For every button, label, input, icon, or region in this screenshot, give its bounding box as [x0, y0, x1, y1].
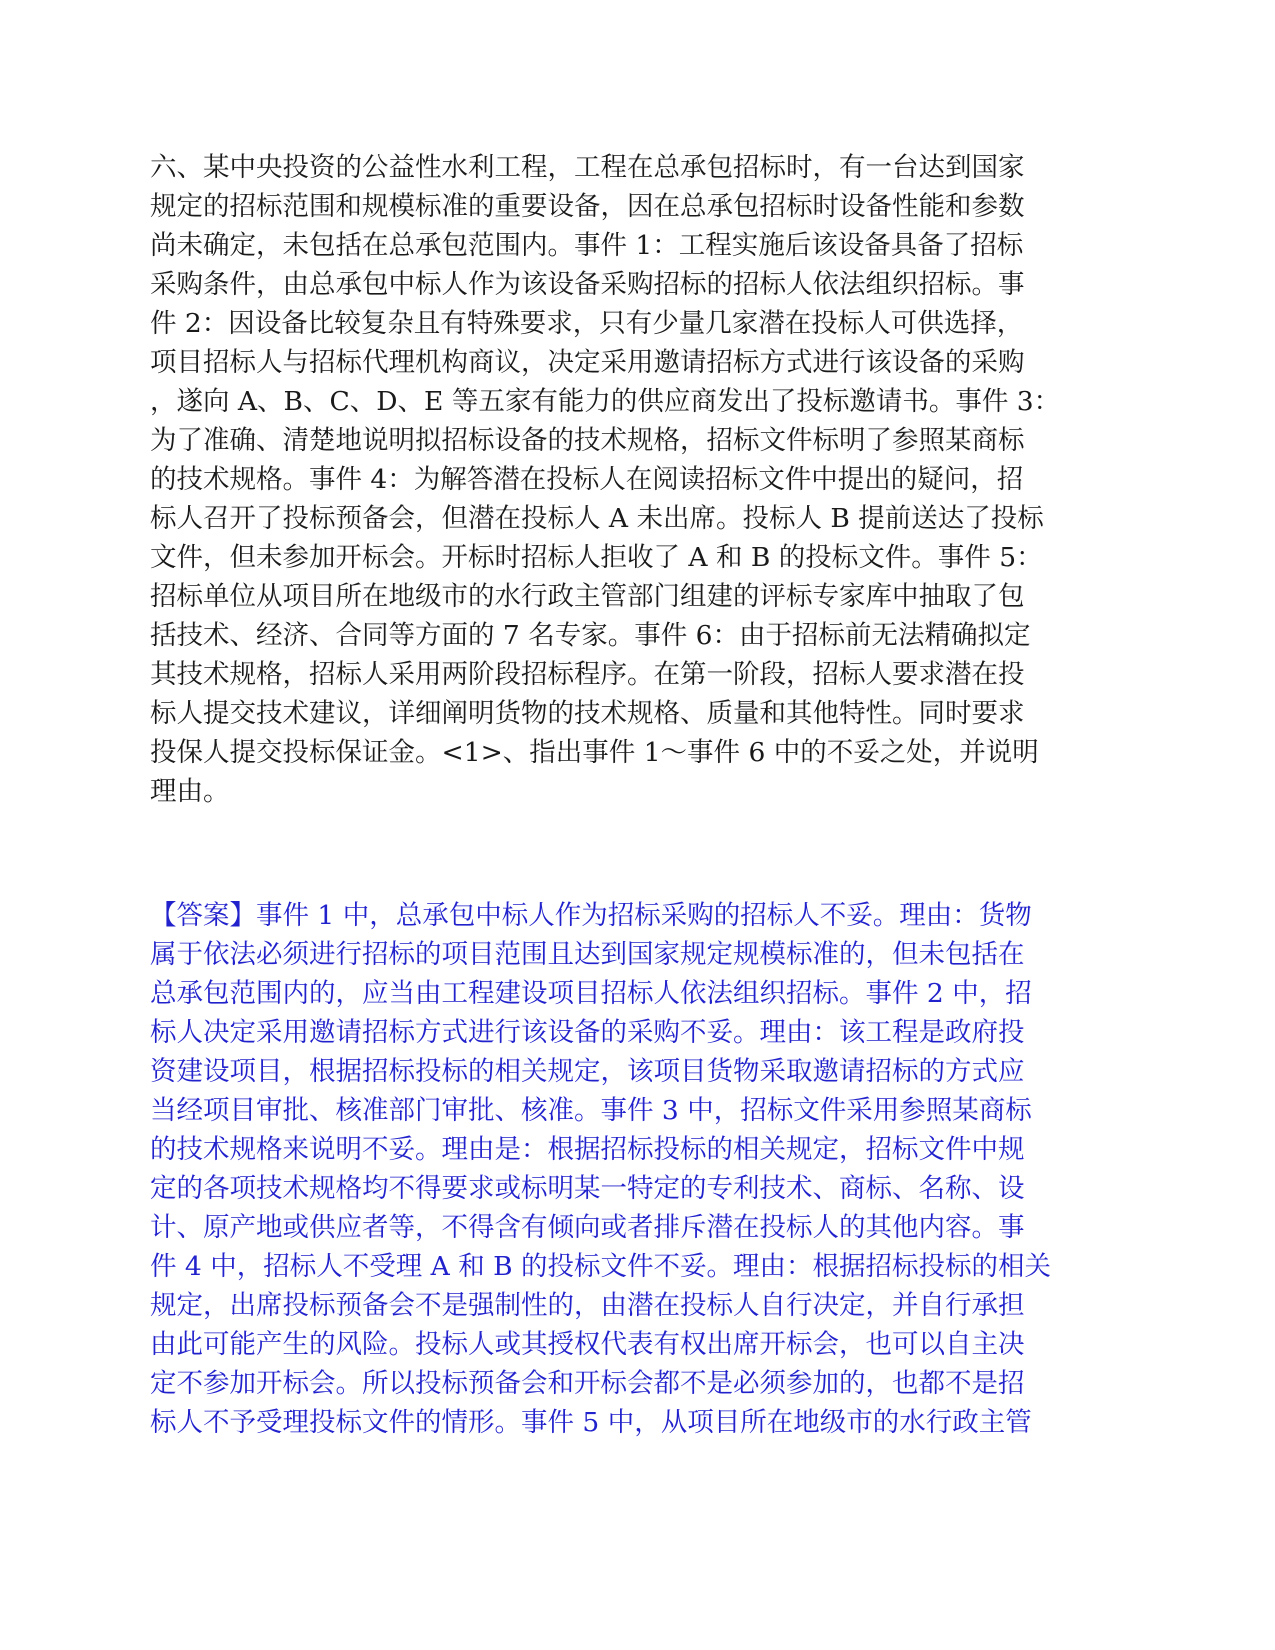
question-line: 标人提交技术建议，详细阐明货物的技术规格、质量和其他特性。同时要求 — [150, 698, 1025, 729]
question-line: 为了准确、清楚地说明拟招标设备的技术规格，招标文件标明了参照某商标 — [150, 425, 1025, 456]
answer-line: 当经项目审批、核准部门审批、核准。事件 3 中，招标文件采用参照某商标 — [150, 1095, 1032, 1126]
answer-paragraph — [150, 896, 1106, 1442]
question-line: ，遂向 A、B、C、D、E 等五家有能力的供应商发出了投标邀请书。事件 3： — [150, 386, 1061, 417]
question-line: 采购条件，由总承包中标人作为该设备采购招标的招标人依法组织招标。事 — [150, 269, 1025, 300]
answer-line: 规定，出席投标预备会不是强制性的，由潜在投标人自行决定，并自行承担 — [150, 1290, 1025, 1321]
answer-line: 件 4 中，招标人不受理 A 和 B 的投标文件不妥。理由：根据招标投标的相关 — [150, 1251, 1052, 1282]
answer-line: 计、原产地或供应者等，不得含有倾向或者排斥潜在投标人的其他内容。事 — [150, 1212, 1025, 1243]
question-line: 项目招标人与招标代理机构商议，决定采用邀请招标方式进行该设备的采购 — [150, 347, 1025, 378]
question-line: 件 2：因设备比较复杂且有特殊要求，只有少量几家潜在投标人可供选择， — [150, 308, 1024, 339]
answer-line: 标人不予受理投标文件的情形。事件 5 中，从项目所在地级市的水行政主管 — [150, 1407, 1032, 1438]
question-line: 文件，但未参加开标会。开标时招标人拒收了 A 和 B 的投标文件。事件 5： — [150, 542, 1043, 573]
question-line: 其技术规格，招标人采用两阶段招标程序。在第一阶段，招标人要求潜在投 — [150, 659, 1025, 690]
answer-line: 总承包范围内的，应当由工程建设项目招标人依法组织招标。事件 2 中，招 — [150, 978, 1032, 1009]
question-line: 的技术规格。事件 4：为解答潜在投标人在阅读招标文件中提出的疑问，招 — [150, 464, 1024, 495]
answer-line: 资建设项目，根据招标投标的相关规定，该项目货物采取邀请招标的方式应 — [150, 1056, 1025, 1087]
question-line: 标人召开了投标预备会，但潜在投标人 A 未出席。投标人 B 提前送达了投标 — [150, 503, 1044, 534]
question-line: 括技术、经济、合同等方面的 7 名专家。事件 6：由于招标前无法精确拟定 — [150, 620, 1031, 651]
question-line: 理由。 — [150, 776, 230, 807]
question-paragraph — [150, 148, 1106, 811]
answer-line: 【答案】事件 1 中，总承包中标人作为招标采购的招标人不妥。理由：货物 — [150, 900, 1032, 931]
question-line: 尚未确定，未包括在总承包范围内。事件 1：工程实施后该设备具备了招标 — [150, 230, 1024, 261]
answer-line: 定的各项技术规格均不得要求或标明某一特定的专利技术、商标、名称、设 — [150, 1173, 1025, 1204]
answer-line: 的技术规格来说明不妥。理由是：根据招标投标的相关规定，招标文件中规 — [150, 1134, 1025, 1165]
answer-line: 由此可能产生的风险。投标人或其授权代表有权出席开标会，也可以自主决 — [150, 1329, 1025, 1360]
question-line: 六、某中央投资的公益性水利工程，工程在总承包招标时，有一台达到国家 — [150, 152, 1025, 183]
question-line: 招标单位从项目所在地级市的水行政主管部门组建的评标专家库中抽取了包 — [150, 581, 1025, 612]
answer-line: 标人决定采用邀请招标方式进行该设备的采购不妥。理由：该工程是政府投 — [150, 1017, 1025, 1048]
answer-line: 定不参加开标会。所以投标预备会和开标会都不是必须参加的，也都不是招 — [150, 1368, 1025, 1399]
question-line: 投保人提交投标保证金。<1>、指出事件 1～事件 6 中的不妥之处，并说明 — [150, 737, 1039, 768]
answer-line: 属于依法必须进行招标的项目范围且达到国家规定规模标准的，但未包括在 — [150, 939, 1025, 970]
question-line: 规定的招标范围和规模标准的重要设备，因在总承包招标时设备性能和参数 — [150, 191, 1025, 222]
